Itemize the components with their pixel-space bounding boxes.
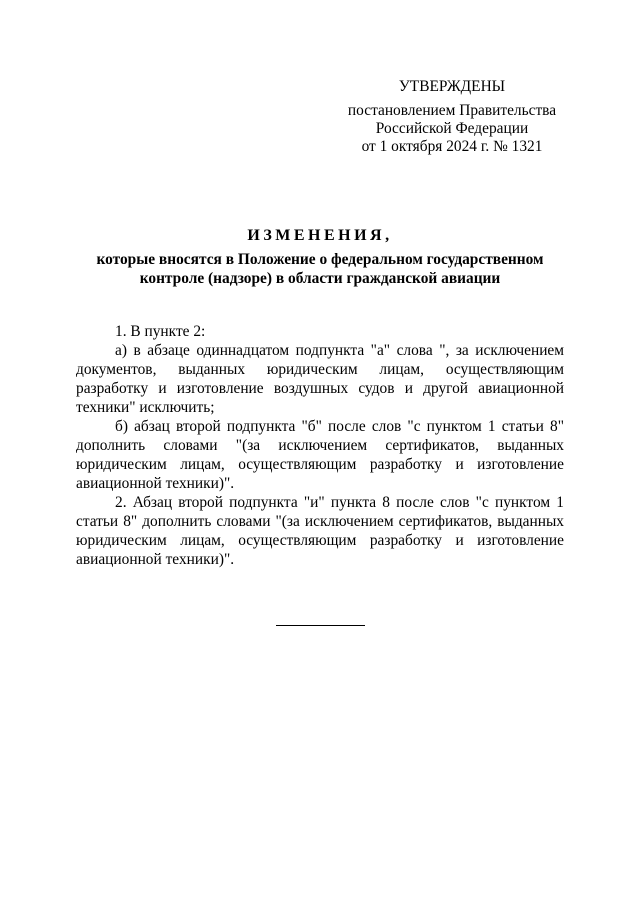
approval-date-number: от 1 октября 2024 г. № 1321 (361, 138, 543, 155)
end-divider (276, 625, 365, 626)
paragraph-subitem-a: а) в абзаце одиннадцатом подпункта "а" слова ", за исключением документов, выданных юридическим лицам, осуществляющим разработку и изготовление воздушных судов и другой авиационной техники" исключить; (76, 342, 564, 416)
subtitle-line: которые вносятся в Положение о федеральном государственном (96, 251, 544, 268)
approval-authority: постановлением Правительства (347, 102, 557, 119)
paragraph-item-2: 2. Абзац второй подпункта "и" пункта 8 после слов "с пунктом 1 статьи 8" дополнить словами "(за исключением сертификатов, выданных юридическим лицам, осуществляющим разработку и изготовление авиационной техники)". (76, 494, 564, 568)
approval-block (320, 78, 584, 156)
approval-stamp: УТВЕРЖДЕНЫ (398, 78, 506, 95)
subtitle-line: контроле (надзоре) в области гражданской авиации (139, 270, 501, 287)
paragraph-subitem-b: б) абзац второй подпункта "б" после слов "с пунктом 1 статьи 8" дополнить словами "(за исключением сертификатов, выданных юридическим лицам, осуществляющим разработку и изготовление авиационной техники)". (76, 418, 564, 492)
approval-authority-country: Российской Федерации (375, 120, 529, 137)
document-body (76, 322, 564, 569)
document-subtitle (60, 250, 580, 288)
paragraph-item-1: 1. В пункте 2: (115, 323, 206, 340)
document-title: ИЗМЕНЕНИЯ, (247, 227, 393, 244)
